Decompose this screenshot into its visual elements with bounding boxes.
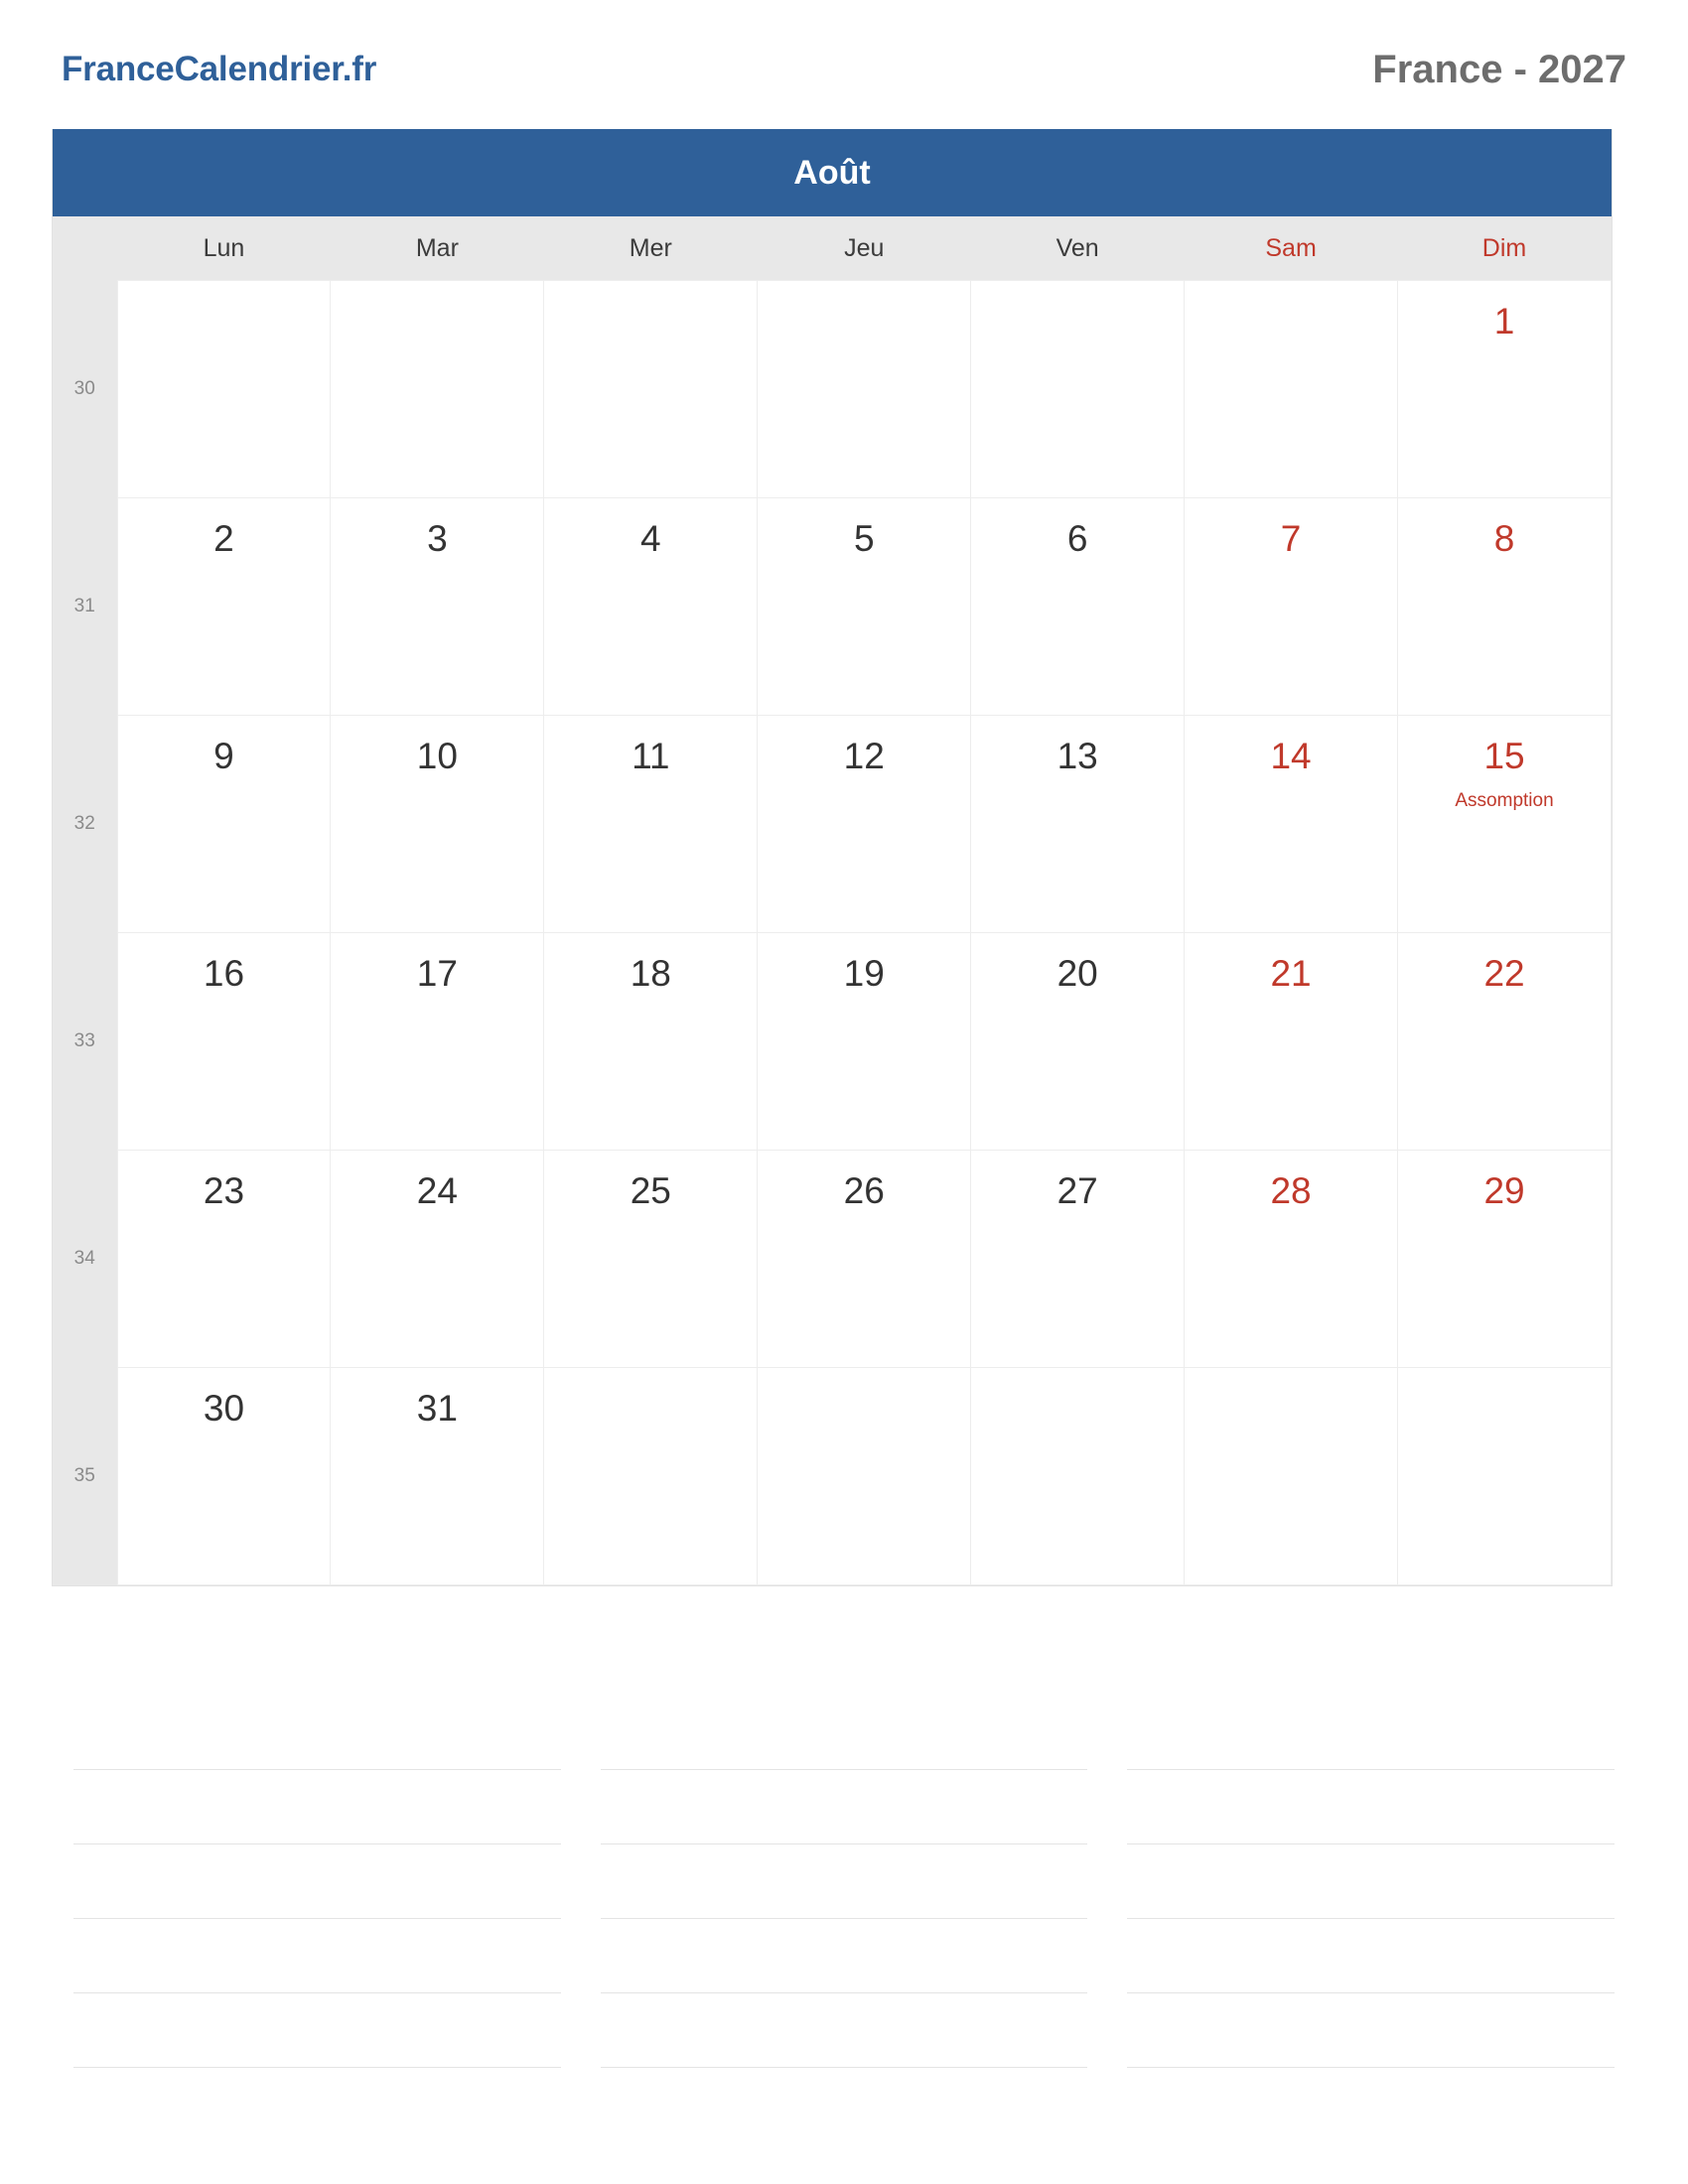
day-number: 18 bbox=[630, 953, 671, 994]
day-number: 26 bbox=[843, 1170, 885, 1211]
calendar-body bbox=[53, 281, 1612, 1585]
calendar-day-cell[interactable] bbox=[544, 716, 758, 933]
day-number: 4 bbox=[640, 518, 661, 559]
day-number: 23 bbox=[203, 1170, 245, 1211]
note-line[interactable] bbox=[73, 1696, 561, 1770]
note-line[interactable] bbox=[73, 1993, 561, 2068]
calendar-week-row bbox=[53, 933, 1612, 1151]
calendar-day-cell[interactable] bbox=[1398, 498, 1612, 716]
calendar-day-cell[interactable] bbox=[331, 498, 544, 716]
day-number: 16 bbox=[203, 953, 245, 994]
week-number: 31 bbox=[53, 498, 117, 716]
note-line[interactable] bbox=[1127, 1919, 1615, 1993]
calendar-day-cell[interactable] bbox=[331, 716, 544, 933]
weekday-header-mer: Mer bbox=[544, 216, 758, 281]
note-line[interactable] bbox=[601, 1993, 1088, 2068]
weekday-header-mar: Mar bbox=[331, 216, 544, 281]
week-number: 30 bbox=[53, 281, 117, 498]
note-line[interactable] bbox=[601, 1696, 1088, 1770]
calendar-week-row bbox=[53, 281, 1612, 498]
calendar-week-row bbox=[53, 1368, 1612, 1585]
week-number: 32 bbox=[53, 716, 117, 933]
weekday-header-sam: Sam bbox=[1185, 216, 1398, 281]
calendar-day-cell[interactable] bbox=[1398, 933, 1612, 1151]
calendar-day-empty bbox=[971, 1368, 1185, 1585]
note-line[interactable] bbox=[73, 1919, 561, 1993]
calendar-day-empty bbox=[758, 1368, 971, 1585]
calendar-day-cell[interactable] bbox=[117, 498, 331, 716]
day-number: 27 bbox=[1056, 1170, 1098, 1211]
calendar-day-cell[interactable] bbox=[971, 933, 1185, 1151]
calendar-day-empty bbox=[758, 281, 971, 498]
day-number: 2 bbox=[213, 518, 234, 559]
calendar-day-cell[interactable] bbox=[971, 1151, 1185, 1368]
weekday-header-dim: Dim bbox=[1398, 216, 1612, 281]
weeknum-header bbox=[53, 216, 117, 281]
note-line[interactable] bbox=[73, 1844, 561, 1919]
day-number: 6 bbox=[1066, 518, 1088, 559]
weekday-header-lun: Lun bbox=[117, 216, 331, 281]
calendar-day-empty bbox=[544, 1368, 758, 1585]
calendar-day-cell[interactable] bbox=[331, 933, 544, 1151]
day-number: 29 bbox=[1483, 1170, 1525, 1211]
calendar-day-cell[interactable] bbox=[544, 498, 758, 716]
calendar-day-empty bbox=[1185, 1368, 1398, 1585]
week-number: 33 bbox=[53, 933, 117, 1151]
calendar-day-cell[interactable] bbox=[758, 498, 971, 716]
calendar-day-cell[interactable] bbox=[331, 1368, 544, 1585]
day-number: 22 bbox=[1483, 953, 1525, 994]
calendar-table bbox=[53, 216, 1612, 1585]
weekday-header-ven: Ven bbox=[971, 216, 1185, 281]
weekday-header-jeu: Jeu bbox=[758, 216, 971, 281]
day-number: 19 bbox=[843, 953, 885, 994]
notes-area bbox=[52, 1696, 1636, 2068]
day-number: 11 bbox=[632, 736, 670, 776]
day-number: 13 bbox=[1056, 736, 1098, 776]
note-line[interactable] bbox=[601, 1844, 1088, 1919]
calendar-day-cell[interactable] bbox=[117, 933, 331, 1151]
calendar-header-row bbox=[53, 216, 1612, 281]
calendar-day-cell[interactable] bbox=[1398, 716, 1612, 933]
country-year-title: France - 2027 bbox=[1372, 47, 1626, 91]
calendar-day-cell[interactable] bbox=[1185, 933, 1398, 1151]
calendar-day-cell[interactable] bbox=[117, 1151, 331, 1368]
page-header bbox=[52, 0, 1636, 91]
calendar-day-cell[interactable] bbox=[1398, 1151, 1612, 1368]
calendar-day-cell[interactable] bbox=[758, 1151, 971, 1368]
calendar-day-empty bbox=[117, 281, 331, 498]
calendar-day-empty bbox=[1398, 1368, 1612, 1585]
calendar-week-row bbox=[53, 498, 1612, 716]
calendar-week-row bbox=[53, 1151, 1612, 1368]
day-number: 20 bbox=[1056, 953, 1098, 994]
calendar-day-empty bbox=[971, 281, 1185, 498]
calendar-day-empty bbox=[1185, 281, 1398, 498]
notes-column bbox=[73, 1696, 561, 2068]
calendar-day-cell[interactable] bbox=[758, 933, 971, 1151]
day-number: 1 bbox=[1493, 301, 1515, 341]
day-number: 28 bbox=[1270, 1170, 1312, 1211]
calendar-day-cell[interactable] bbox=[758, 716, 971, 933]
note-line[interactable] bbox=[73, 1770, 561, 1844]
day-number: 24 bbox=[416, 1170, 458, 1211]
note-line[interactable] bbox=[1127, 1993, 1615, 2068]
day-number: 7 bbox=[1280, 518, 1302, 559]
day-number: 15 bbox=[1483, 736, 1525, 776]
calendar-day-cell[interactable] bbox=[1185, 716, 1398, 933]
note-line[interactable] bbox=[1127, 1844, 1615, 1919]
day-number: 30 bbox=[203, 1388, 245, 1429]
day-number: 12 bbox=[843, 736, 885, 776]
day-number: 14 bbox=[1270, 736, 1312, 776]
notes-column bbox=[1127, 1696, 1615, 2068]
day-number: 21 bbox=[1270, 953, 1312, 994]
note-line[interactable] bbox=[1127, 1696, 1615, 1770]
note-line[interactable] bbox=[601, 1770, 1088, 1844]
calendar-day-cell[interactable] bbox=[971, 716, 1185, 933]
day-number: 9 bbox=[213, 736, 234, 776]
calendar-day-cell[interactable] bbox=[117, 1368, 331, 1585]
day-number: 8 bbox=[1493, 518, 1515, 559]
week-number: 35 bbox=[53, 1368, 117, 1585]
day-number: 31 bbox=[416, 1388, 458, 1429]
day-number: 25 bbox=[630, 1170, 671, 1211]
calendar-day-cell[interactable] bbox=[544, 933, 758, 1151]
calendar-day-cell[interactable] bbox=[544, 1151, 758, 1368]
calendar-day-cell[interactable] bbox=[971, 498, 1185, 716]
day-number: 17 bbox=[416, 953, 458, 994]
calendar-week-row bbox=[53, 716, 1612, 933]
calendar-day-cell[interactable] bbox=[117, 716, 331, 933]
note-line[interactable] bbox=[1127, 1770, 1615, 1844]
calendar-day-cell[interactable] bbox=[1185, 1151, 1398, 1368]
calendar-day-empty bbox=[544, 281, 758, 498]
day-number: 10 bbox=[416, 736, 458, 776]
notes-column bbox=[601, 1696, 1088, 2068]
note-line[interactable] bbox=[601, 1919, 1088, 1993]
calendar-day-cell[interactable] bbox=[1398, 281, 1612, 498]
calendar-day-empty bbox=[331, 281, 544, 498]
calendar-day-cell[interactable] bbox=[1185, 498, 1398, 716]
day-number: 5 bbox=[853, 518, 875, 559]
calendar-day-cell[interactable] bbox=[331, 1151, 544, 1368]
month-title: Août bbox=[53, 129, 1612, 216]
day-number: 3 bbox=[427, 518, 448, 559]
week-number: 34 bbox=[53, 1151, 117, 1368]
site-logo[interactable]: FranceCalendrier.fr bbox=[62, 50, 377, 88]
calendar-container bbox=[52, 129, 1613, 1586]
holiday-label: Assomption bbox=[1455, 790, 1554, 811]
